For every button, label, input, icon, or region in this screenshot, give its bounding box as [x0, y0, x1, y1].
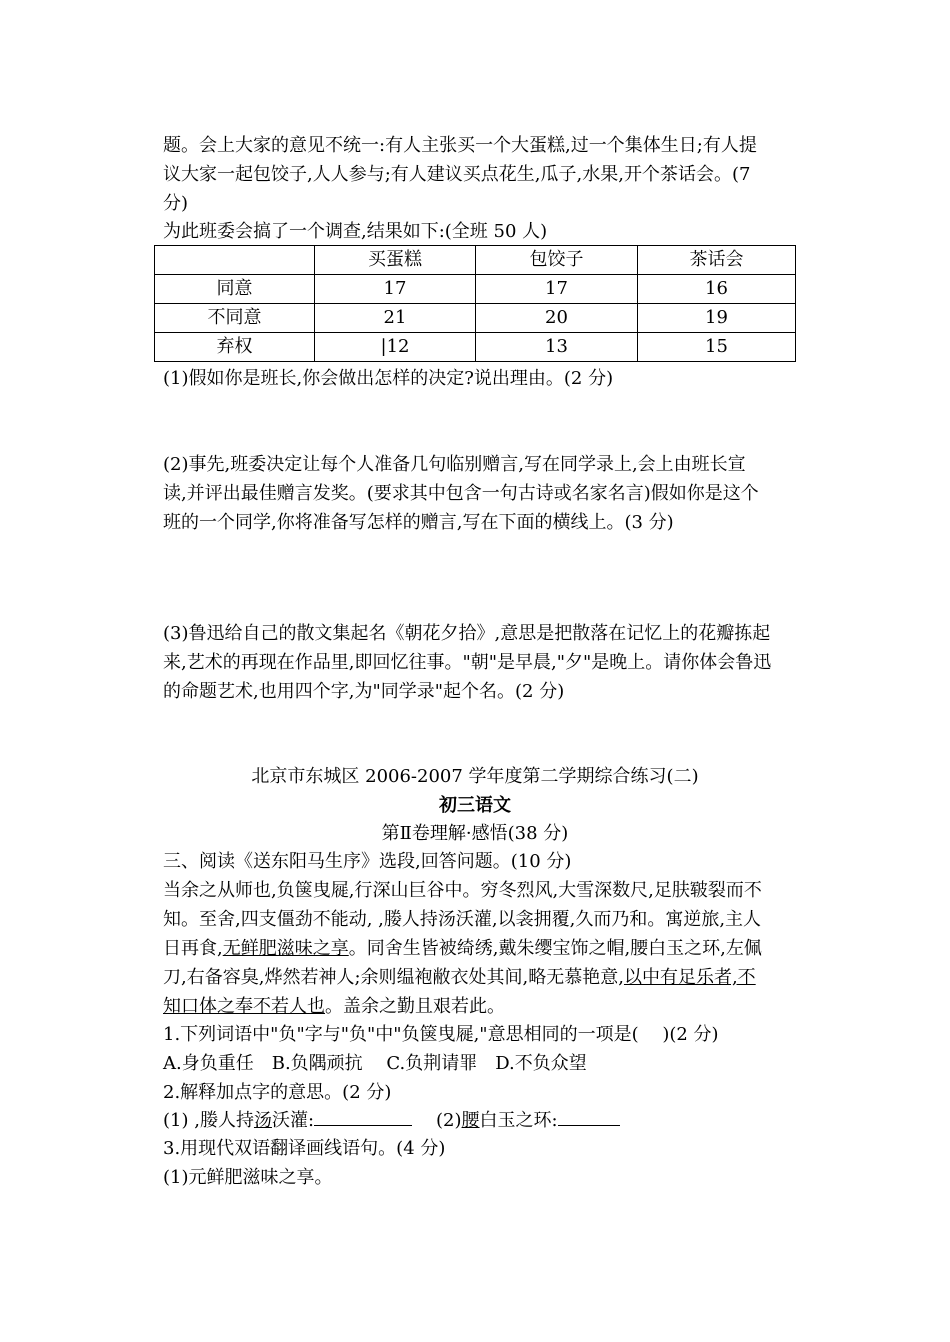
passage-line-2: 知。至舍,四支僵劲不能动, ,媵人持汤沃灌,以衾拥覆,久而乃和。寓逆旅,主人 — [163, 909, 762, 930]
underlined-sentence: 无鲜肥滋味之享 — [222, 938, 349, 959]
passage-line-1: 当余之从师也,负箧曳屣,行深山巨谷中。穷冬烈风,大雪深数尺,足肤皲裂而不 — [163, 880, 762, 901]
question-3-line-2: 来,艺术的再现在作品里,即回忆往事。"朝"是早晨,"夕"是晚上。请你体会鲁迅 — [163, 652, 772, 673]
reading-question-3-item-1: (1)元鲜肥滋味之享。 — [163, 1167, 333, 1188]
question-3-line-1: (3)鲁迅给自己的散文集起名《朝花夕拾》,意思是把散落在记忆上的花瓣拣起 — [163, 623, 771, 644]
reading-heading: 三、阅读《送东阳马生序》选段,回答问题。(10 分) — [163, 851, 572, 872]
passage-text: 刀,右备容臭,烨然若神人;余则缊袍敝衣处其间,略无慕艳意, — [163, 967, 624, 988]
passage-text: 。同舍生皆被绮绣,戴朱缨宝饰之帽,腰白玉之环,左佩 — [348, 938, 762, 959]
intro-line-2: 议大家一起包饺子,人人参与;有人建议买点花生,瓜子,水果,开个茶话会。(7 — [163, 164, 751, 185]
reading-question-2-items — [163, 1106, 788, 1135]
exam-subject: 初三语文 — [439, 795, 511, 816]
table-header-cell: 包饺子 — [476, 246, 638, 275]
table-cell: |12 — [315, 333, 476, 362]
passage-text: 。盖余之勤且艰若此。 — [325, 996, 505, 1017]
item-text: 沃灌: — [271, 1110, 315, 1131]
intro-line-3: 分) — [163, 193, 189, 214]
table-header-cell: 买蛋糕 — [315, 246, 476, 275]
answer-blank[interactable] — [314, 1107, 412, 1126]
table-row — [155, 304, 796, 333]
question-3-line-3: 的命题艺术,也用四个字,为"同学录"起个名。(2 分) — [163, 681, 565, 702]
answer-blank[interactable] — [558, 1107, 620, 1126]
table-row — [155, 275, 796, 304]
intro-line-4: 为此班委会搞了一个调查,结果如下:(全班 50 人) — [163, 221, 548, 242]
item-text: 白玉之环: — [479, 1110, 558, 1131]
reading-question-3: 3.用现代双语翻译画线语句。(4 分) — [163, 1138, 446, 1159]
dotted-word: 汤 — [253, 1110, 272, 1131]
underlined-sentence: 以中有足乐者,不 — [623, 967, 756, 988]
table-cell: 20 — [476, 304, 638, 333]
underlined-sentence: 知口体之奉不若人也 — [163, 996, 325, 1017]
reading-question-2: 2.解释加点字的意思。(2 分) — [163, 1082, 392, 1103]
table-cell: 17 — [476, 275, 638, 304]
passage-line-4 — [163, 963, 788, 992]
table-cell: 17 — [315, 275, 476, 304]
table-header-cell — [155, 246, 315, 275]
table-cell: 同意 — [155, 275, 315, 304]
question-1: (1)假如你是班长,你会做出怎样的决定?说出理由。(2 分) — [163, 368, 614, 389]
reading-question-1: 1.下列词语中"负"字与"负"中"负箧曳屣,"意思相同的一项是( )(2 分) — [163, 1024, 719, 1045]
passage-line-5 — [163, 992, 788, 1021]
passage-text: 日再食, — [163, 938, 223, 959]
question-2-line-1: (2)事先,班委决定让每个人准备几句临别赠言,写在同学录上,会上由班长宣 — [163, 454, 746, 475]
table-cell: 弃权 — [155, 333, 315, 362]
survey-table — [154, 245, 796, 362]
table-header-cell: 茶话会 — [638, 246, 796, 275]
item-text: (2) — [436, 1110, 462, 1131]
item-text: (1) ,媵人持 — [163, 1110, 254, 1131]
question-2-line-3: 班的一个同学,你将准备写怎样的赠言,写在下面的横线上。(3 分) — [163, 512, 674, 533]
intro-line-1: 题。会上大家的意见不统一:有人主张买一个大蛋糕,过一个集体生日;有人提 — [163, 135, 757, 156]
exam-title: 北京市东城区 2006-2007 学年度第二学期综合练习(二) — [251, 766, 699, 787]
dotted-word: 腰 — [461, 1110, 480, 1131]
table-cell: 16 — [638, 275, 796, 304]
table-cell: 13 — [476, 333, 638, 362]
table-cell: 不同意 — [155, 304, 315, 333]
passage-line-3 — [163, 934, 788, 963]
table-cell: 19 — [638, 304, 796, 333]
reading-question-1-options: A.身负重任 B.负隅顽抗 C.负荆请罪 D.不负众望 — [163, 1053, 587, 1074]
table-row — [155, 333, 796, 362]
table-header-row — [155, 246, 796, 275]
table-cell: 21 — [315, 304, 476, 333]
exam-section: 第Ⅱ卷理解·感悟(38 分) — [381, 823, 569, 844]
question-2-line-2: 读,并评出最佳赠言发奖。(要求其中包含一句古诗或名家名言)假如你是这个 — [163, 483, 759, 504]
table-cell: 15 — [638, 333, 796, 362]
